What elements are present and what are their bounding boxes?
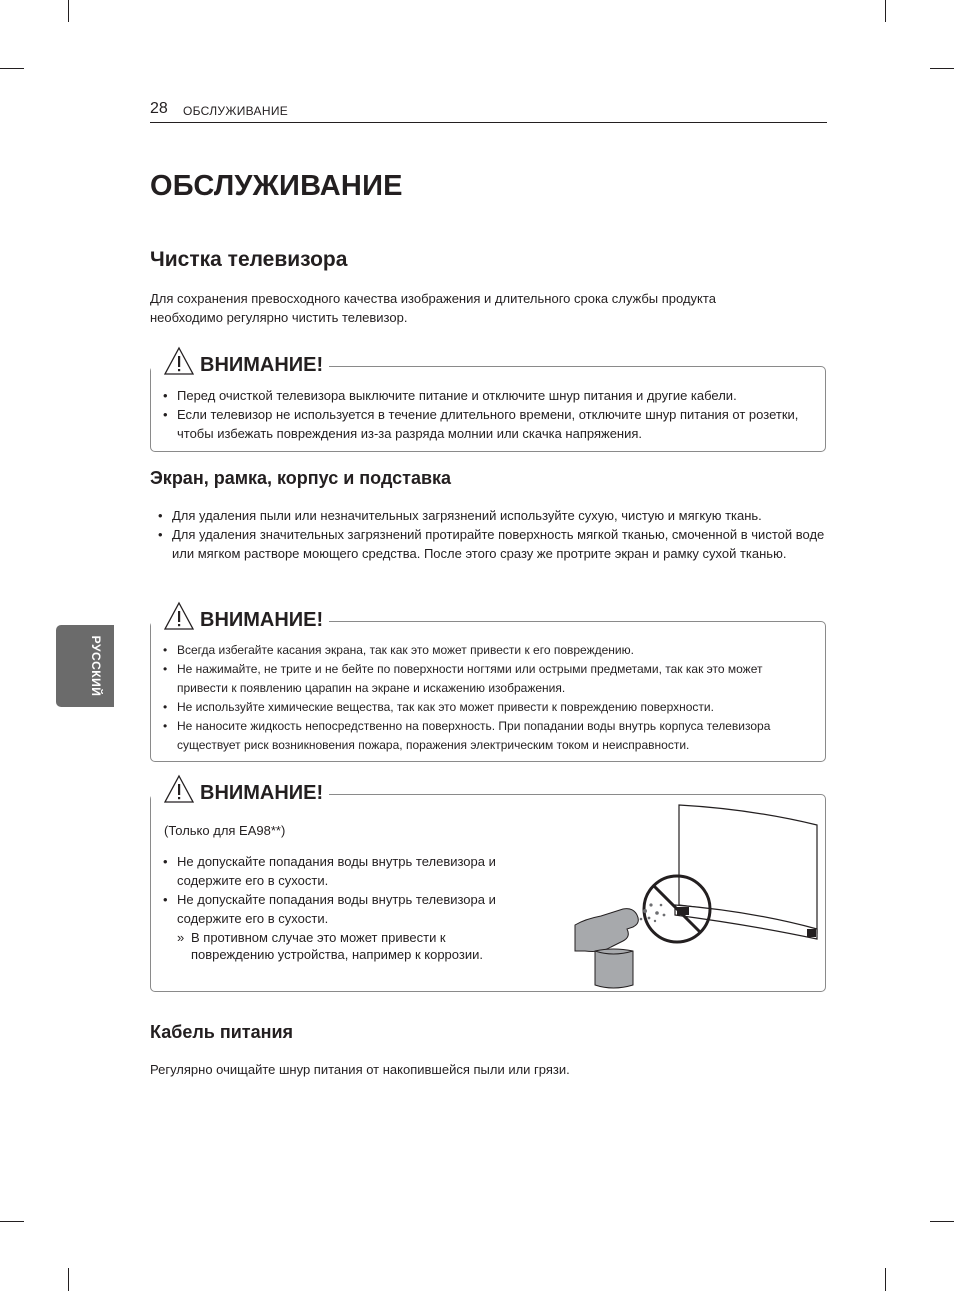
list-item: • Не наносите жидкость непосредственно на поверхность. При попадании воды внутрь корпуса телевизора существует риск возникновения пожара, поражения электрическим током и неисправности. xyxy=(163,717,815,755)
list-item: • Не нажимайте, не трите и не бейте по поверхности ногтями или острыми предметами, так как это может привести к появлению царапин на экране и искажению изображения. xyxy=(163,660,815,698)
intro-line: необходимо регулярно чистить телевизор. xyxy=(150,310,408,325)
caution-title: ВНИМАНИЕ! xyxy=(200,608,324,631)
page-header xyxy=(150,100,827,123)
sub-item-text: В противном случае это может привести к повреждению устройства, например к коррозии. xyxy=(191,930,483,962)
screen-heading: Экран, рамка, корпус и подставка xyxy=(150,468,452,488)
tv-spray-illustration xyxy=(571,801,821,989)
warning-icon xyxy=(163,601,195,631)
sub-marker: » xyxy=(177,930,185,945)
caution-header xyxy=(151,341,329,381)
language-tab xyxy=(56,625,114,707)
caution-header xyxy=(151,596,329,636)
intro-line: Для сохранения превосходного качества изображения и длительного срока службы продукта xyxy=(150,291,716,306)
caution-title: ВНИМАНИЕ! xyxy=(200,353,324,376)
list-item: • Не допускайте попадания воды внутрь телевизора и содержите его в сухости. xyxy=(163,852,533,890)
crop-mark xyxy=(68,0,69,22)
crop-mark xyxy=(930,68,954,69)
list-item: • Не используйте химические вещества, так как это может привести к повреждению поверхности. xyxy=(163,698,815,717)
caution-box xyxy=(150,608,826,762)
caution-box xyxy=(150,781,826,992)
list-item: • Для удаления значительных загрязнений протирайте поверхность мягкой тканью, смоченной в чистой воде или мягком растворе моющего средства. После этого сразу же протрите экран и рамку сухой тканью. xyxy=(158,525,828,563)
language-tab-label: РУССКИЙ xyxy=(89,635,103,697)
crop-mark xyxy=(930,1221,954,1222)
list-item: • Всегда избегайте касания экрана, так как это может привести к его повреждению. xyxy=(163,641,815,660)
warning-icon xyxy=(163,774,195,804)
list-item: • Для удаления пыли или незначительных загрязнений используйте сухую, чистую и мягкую ткань. xyxy=(158,506,828,525)
model-note: (Только для EA98**) xyxy=(164,823,286,838)
power-cable-heading: Кабель питания xyxy=(150,1022,294,1042)
cleaning-intro xyxy=(150,289,716,327)
caution-title: ВНИМАНИЕ! xyxy=(200,781,324,804)
crop-mark xyxy=(68,1268,69,1291)
warning-icon xyxy=(163,346,195,376)
crop-mark xyxy=(0,1221,24,1222)
header-section: ОБСЛУЖИВАНИЕ xyxy=(183,104,289,118)
page-title: ОБСЛУЖИВАНИЕ xyxy=(150,170,403,202)
sub-list-item xyxy=(177,929,531,963)
cleaning-heading: Чистка телевизора xyxy=(150,248,348,271)
caution-list xyxy=(163,641,815,755)
list-item: • Перед очисткой телевизора выключите питание и отключите шнур питания и другие кабели. xyxy=(163,386,813,405)
list-item: • Если телевизор не используется в течение длительного времени, отключите шнур питания от розетки, чтобы избежать повреждения из-за разряда молнии или скачка напряжения. xyxy=(163,405,813,443)
caution-box xyxy=(150,353,826,452)
power-cable-text: Регулярно очищайте шнур питания от накопившейся пыли или грязи. xyxy=(150,1062,570,1077)
crop-mark xyxy=(885,1268,886,1291)
screen-list xyxy=(158,506,828,563)
crop-mark xyxy=(885,0,886,22)
list-item: • Не допускайте попадания воды внутрь телевизора и содержите его в сухости. xyxy=(163,890,533,928)
caution-list xyxy=(163,852,533,928)
caution-list xyxy=(163,386,813,443)
caution-header xyxy=(151,769,329,809)
crop-mark xyxy=(0,68,24,69)
page-number: 28 xyxy=(150,100,168,117)
